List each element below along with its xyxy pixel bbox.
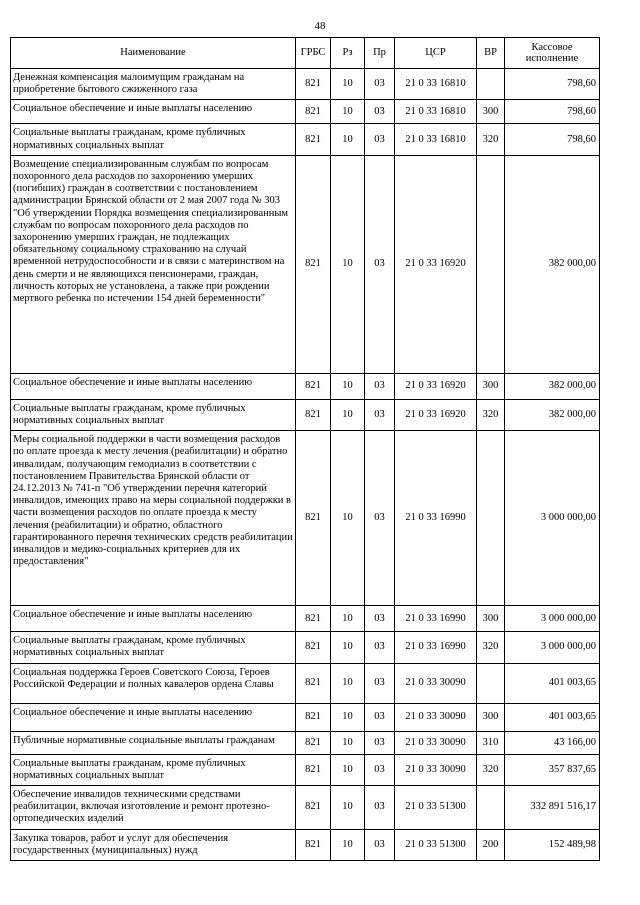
cell-name: Меры социальной поддержки в части возмещения расходов по оплате проезда к месту лечения (реабилитации) и обратно инвалидам, получающим гемодиализ в соответствии с постановлением Правительства Брянской области от 24.12.2013 № 741-п "Об утверждении перечня категорий инвалидов, имеющих право на меры социальной поддержки в части возмещения расходов по оплате проезда к месту лечения (реабилитации) и обратно, областного гарантированного перечня технических средств реабилитации инвалидов и медико-социальных критериев для их предоставления" xyxy=(11,431,296,606)
cell-name: Социальная поддержка Героев Советского Союза, Героев Российской Федерации и полных кавалеров ордена Славы xyxy=(11,663,296,703)
cell-amount: 401 003,65 xyxy=(505,663,600,703)
cell-amount: 152 489,98 xyxy=(505,829,600,860)
cell-grbs: 821 xyxy=(296,100,331,124)
cell-pr: 03 xyxy=(365,829,395,860)
cell-csr: 21 0 33 16990 xyxy=(395,632,477,663)
cell-vr: 300 xyxy=(477,606,505,632)
cell-grbs: 821 xyxy=(296,754,331,785)
table-header-row xyxy=(11,38,600,69)
cell-pr: 03 xyxy=(365,431,395,606)
cell-vr: 200 xyxy=(477,829,505,860)
table-row xyxy=(11,663,600,703)
cell-pr: 03 xyxy=(365,100,395,124)
cell-pr: 03 xyxy=(365,155,395,373)
cell-csr: 21 0 33 30090 xyxy=(395,703,477,731)
cell-grbs: 821 xyxy=(296,829,331,860)
cell-csr: 21 0 33 30090 xyxy=(395,663,477,703)
cell-amount: 43 166,00 xyxy=(505,731,600,754)
cell-pr: 03 xyxy=(365,69,395,100)
col-header-amount: Кассовое исполнение xyxy=(505,38,600,69)
cell-csr: 21 0 33 16810 xyxy=(395,100,477,124)
cell-amount: 3 000 000,00 xyxy=(505,606,600,632)
cell-csr: 21 0 33 16810 xyxy=(395,69,477,100)
cell-csr: 21 0 33 16920 xyxy=(395,373,477,399)
cell-name: Социальное обеспечение и иные выплаты населению xyxy=(11,703,296,731)
cell-rz: 10 xyxy=(331,124,365,155)
cell-amount: 3 000 000,00 xyxy=(505,632,600,663)
cell-name: Социальные выплаты гражданам, кроме публичных нормативных социальных выплат xyxy=(11,399,296,430)
col-header-name: Наименование xyxy=(11,38,296,69)
cell-rz: 10 xyxy=(331,632,365,663)
cell-rz: 10 xyxy=(331,155,365,373)
table-row xyxy=(11,731,600,754)
cell-vr xyxy=(477,155,505,373)
cell-vr: 320 xyxy=(477,399,505,430)
cell-pr: 03 xyxy=(365,373,395,399)
cell-vr xyxy=(477,431,505,606)
cell-vr xyxy=(477,663,505,703)
col-header-pr: Пр xyxy=(365,38,395,69)
cell-name: Социальное обеспечение и иные выплаты населению xyxy=(11,606,296,632)
cell-pr: 03 xyxy=(365,606,395,632)
cell-rz: 10 xyxy=(331,431,365,606)
cell-vr: 320 xyxy=(477,754,505,785)
table-row xyxy=(11,754,600,785)
cell-rz: 10 xyxy=(331,373,365,399)
cell-amount: 401 003,65 xyxy=(505,703,600,731)
cell-pr: 03 xyxy=(365,399,395,430)
cell-pr: 03 xyxy=(365,731,395,754)
cell-csr: 21 0 33 30090 xyxy=(395,731,477,754)
cell-rz: 10 xyxy=(331,829,365,860)
cell-amount: 357 837,65 xyxy=(505,754,600,785)
cell-grbs: 821 xyxy=(296,731,331,754)
cell-rz: 10 xyxy=(331,754,365,785)
cell-pr: 03 xyxy=(365,632,395,663)
table-row xyxy=(11,399,600,430)
cell-rz: 10 xyxy=(331,100,365,124)
cell-csr: 21 0 33 16990 xyxy=(395,431,477,606)
cell-csr: 21 0 33 16810 xyxy=(395,124,477,155)
cell-name: Обеспечение инвалидов техническими средствами реабилитации, включая изготовление и ремонт протезно-ортопедических изделий xyxy=(11,786,296,830)
cell-csr: 21 0 33 30090 xyxy=(395,754,477,785)
cell-grbs: 821 xyxy=(296,69,331,100)
cell-grbs: 821 xyxy=(296,786,331,830)
table-row xyxy=(11,431,600,606)
cell-amount: 382 000,00 xyxy=(505,399,600,430)
cell-vr: 320 xyxy=(477,632,505,663)
cell-pr: 03 xyxy=(365,754,395,785)
page-number: 48 xyxy=(314,20,326,32)
cell-csr: 21 0 33 51300 xyxy=(395,829,477,860)
col-header-vr: ВР xyxy=(477,38,505,69)
cell-name: Публичные нормативные социальные выплаты гражданам xyxy=(11,731,296,754)
table-row xyxy=(11,606,600,632)
cell-rz: 10 xyxy=(331,786,365,830)
budget-table xyxy=(10,37,600,861)
cell-csr: 21 0 33 16920 xyxy=(395,399,477,430)
cell-vr xyxy=(477,786,505,830)
cell-vr: 300 xyxy=(477,703,505,731)
cell-grbs: 821 xyxy=(296,606,331,632)
cell-grbs: 821 xyxy=(296,373,331,399)
col-header-rz: Рз xyxy=(331,38,365,69)
cell-pr: 03 xyxy=(365,786,395,830)
cell-rz: 10 xyxy=(331,703,365,731)
cell-amount: 798,60 xyxy=(505,124,600,155)
cell-grbs: 821 xyxy=(296,399,331,430)
cell-name: Возмещение специализированным службам по вопросам похоронного дела расходов по захоронению умерших (погибших) граждан в соответствии с постановлением администрации Брянской области от 2 мая 2007 года № 303 "Об утверждении Порядка возмещения специализированным службам по вопросам похоронного дела расходов по захоронению умерших граждан, не подлежащих обязательному социальному страхованию на случай временной нетрудоспособности и в связи с материнством на день смерти и не являющихся пенсионерами, граждан, личность которых не установлена, а также при рождении мертвого ребенка по истечении 154 дней беременности" xyxy=(11,155,296,373)
cell-rz: 10 xyxy=(331,69,365,100)
cell-amount: 798,60 xyxy=(505,69,600,100)
cell-name: Социальные выплаты гражданам, кроме публичных нормативных социальных выплат xyxy=(11,632,296,663)
cell-name: Социальное обеспечение и иные выплаты населению xyxy=(11,373,296,399)
cell-rz: 10 xyxy=(331,731,365,754)
table-row xyxy=(11,69,600,100)
table-row xyxy=(11,373,600,399)
cell-name: Закупка товаров, работ и услуг для обеспечения государственных (муниципальных) нужд xyxy=(11,829,296,860)
table-row xyxy=(11,155,600,373)
cell-pr: 03 xyxy=(365,124,395,155)
table-row xyxy=(11,100,600,124)
cell-grbs: 821 xyxy=(296,155,331,373)
col-header-csr: ЦСР xyxy=(395,38,477,69)
cell-grbs: 821 xyxy=(296,632,331,663)
cell-amount: 798,60 xyxy=(505,100,600,124)
cell-amount: 332 891 516,17 xyxy=(505,786,600,830)
cell-csr: 21 0 33 16990 xyxy=(395,606,477,632)
cell-vr xyxy=(477,69,505,100)
cell-name: Денежная компенсация малоимущим гражданам на приобретение бытового сжиженного газа xyxy=(11,69,296,100)
cell-vr: 300 xyxy=(477,100,505,124)
table-row xyxy=(11,829,600,860)
col-header-grbs: ГРБС xyxy=(296,38,331,69)
cell-name: Социальные выплаты гражданам, кроме публичных нормативных социальных выплат xyxy=(11,124,296,155)
cell-amount: 382 000,00 xyxy=(505,155,600,373)
cell-amount: 3 000 000,00 xyxy=(505,431,600,606)
cell-vr: 300 xyxy=(477,373,505,399)
cell-vr: 310 xyxy=(477,731,505,754)
table-row xyxy=(11,703,600,731)
cell-grbs: 821 xyxy=(296,703,331,731)
table-row xyxy=(11,632,600,663)
cell-pr: 03 xyxy=(365,663,395,703)
cell-csr: 21 0 33 16920 xyxy=(395,155,477,373)
table-row xyxy=(11,786,600,830)
cell-grbs: 821 xyxy=(296,431,331,606)
cell-amount: 382 000,00 xyxy=(505,373,600,399)
cell-grbs: 821 xyxy=(296,124,331,155)
cell-rz: 10 xyxy=(331,606,365,632)
cell-rz: 10 xyxy=(331,399,365,430)
cell-name: Социальное обеспечение и иные выплаты населению xyxy=(11,100,296,124)
cell-rz: 10 xyxy=(331,663,365,703)
cell-name: Социальные выплаты гражданам, кроме публичных нормативных социальных выплат xyxy=(11,754,296,785)
table-row xyxy=(11,124,600,155)
cell-csr: 21 0 33 51300 xyxy=(395,786,477,830)
cell-grbs: 821 xyxy=(296,663,331,703)
cell-pr: 03 xyxy=(365,703,395,731)
cell-vr: 320 xyxy=(477,124,505,155)
